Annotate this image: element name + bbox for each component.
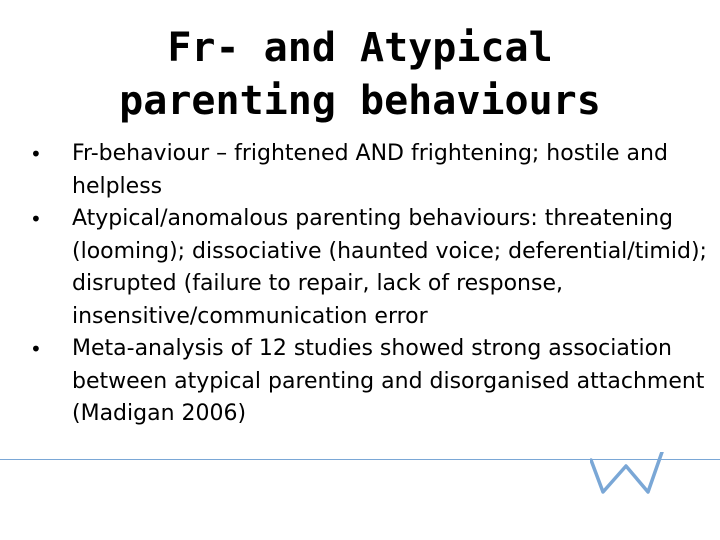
bullet-dot-icon: •	[30, 337, 42, 361]
bullet-list	[26, 138, 716, 431]
bullet-text: Atypical/anomalous parenting behaviours: threatening (looming); dissociative (haunted voice; deferential/timid); disrupted (failure to repair, lack of response, insensitive/communication error	[72, 206, 707, 329]
slide-title-line-1: Fr- and Atypical	[167, 25, 553, 71]
slide-title	[0, 22, 720, 128]
slide-title-line-2: parenting behaviours	[119, 78, 601, 124]
bullet-item	[26, 203, 716, 333]
bullet-text: Fr-behaviour – frightened AND frightening; hostile and helpless	[72, 141, 668, 199]
bullet-item	[26, 333, 716, 431]
bullet-text: Meta-analysis of 12 studies showed strong association between atypical parenting and disorganised attachment (Madigan 2006)	[72, 336, 705, 426]
bullet-dot-icon: •	[30, 207, 42, 231]
w-logo-icon	[590, 452, 670, 502]
bullet-dot-icon: •	[30, 142, 42, 166]
bullet-item	[26, 138, 716, 203]
